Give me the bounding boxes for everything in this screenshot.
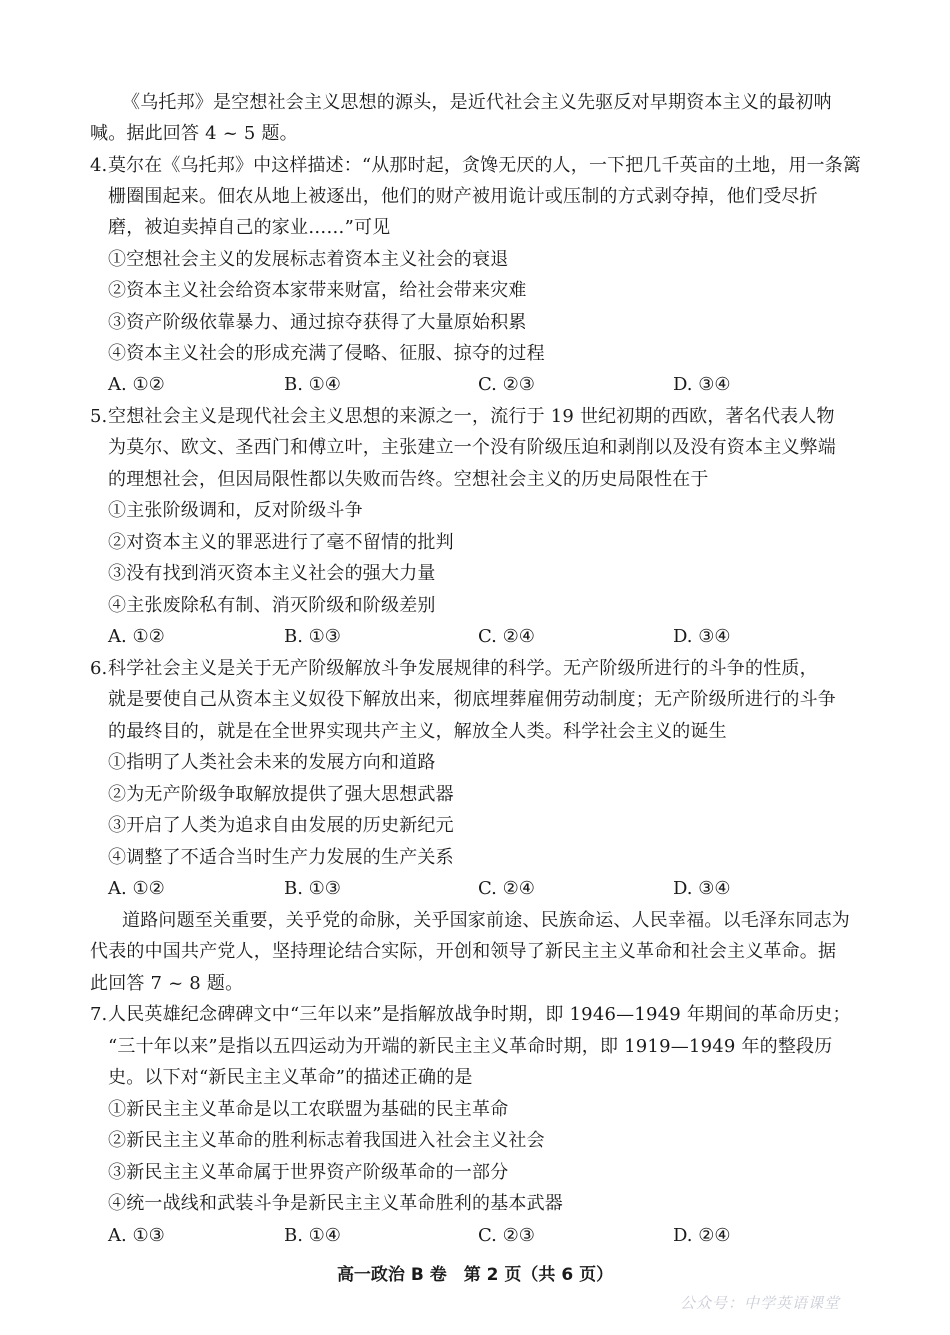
question-stem-line: 的最终目的，就是在全世界实现共产主义，解放全人类。科学社会主义的诞生 bbox=[108, 721, 727, 742]
statement-item: ②资本主义社会给资本家带来财富，给社会带来灾难 bbox=[108, 280, 527, 301]
statement-item: ③没有找到消灭资本主义社会的强大力量 bbox=[108, 563, 436, 584]
answer-option-b[interactable]: B. ①③ bbox=[284, 878, 341, 899]
question-number: 6. bbox=[90, 658, 108, 679]
answer-option-b[interactable]: B. ①③ bbox=[284, 626, 341, 647]
answer-option-d[interactable]: D. ③④ bbox=[673, 878, 731, 899]
answer-option-a[interactable]: A. ①② bbox=[108, 626, 165, 647]
answer-option-b[interactable]: B. ①④ bbox=[284, 374, 341, 395]
intro-line: 道路问题至关重要，关乎党的命脉，关乎国家前途、民族命运、人民幸福。以毛泽东同志为 bbox=[122, 910, 850, 931]
statement-item: ③资产阶级依靠暴力、通过掠夺获得了大量原始积累 bbox=[108, 312, 527, 333]
statement-item: ②对资本主义的罪恶进行了毫不留情的批判 bbox=[108, 532, 454, 553]
question-number: 4. bbox=[90, 155, 108, 176]
intro-line: 喊。据此回答 4 ~ 5 题。 bbox=[90, 123, 298, 144]
question-stem-line: 科学社会主义是关于无产阶级解放斗争发展规律的科学。无产阶级所进行的斗争的性质， bbox=[108, 658, 818, 679]
question-stem-line: 的理想社会，但因局限性都以失败而告终。空想社会主义的历史局限性在于 bbox=[108, 469, 709, 490]
question-number: 7. bbox=[90, 1004, 108, 1025]
statement-item: ③新民主主义革命属于世界资产阶级革命的一部分 bbox=[108, 1162, 509, 1183]
answer-option-c[interactable]: C. ②④ bbox=[478, 626, 535, 647]
question-stem-line: 就是要使自己从资本主义奴役下解放出来，彻底埋葬雇佣劳动制度；无产阶级所进行的斗争 bbox=[108, 689, 836, 710]
question-stem-line: 栅圈围起来。佃农从地上被逐出，他们的财产被用诡计或压制的方式剥夺掉，他们受尽折 bbox=[108, 186, 818, 207]
answer-option-c[interactable]: C. ②④ bbox=[478, 878, 535, 899]
page-footer: 高一政治 B 卷 第 2 页（共 6 页） bbox=[336, 1265, 614, 1285]
intro-line: 代表的中国共产党人，坚持理论结合实际，开创和领导了新民主主义革命和社会主义革命。据 bbox=[90, 941, 837, 962]
statement-item: ①指明了人类社会未来的发展方向和道路 bbox=[108, 752, 436, 773]
answer-option-a[interactable]: A. ①② bbox=[108, 878, 165, 899]
question-stem-line: 空想社会主义是现代社会主义思想的来源之一，流行于 19 世纪初期的西欧，著名代表人物 bbox=[108, 406, 835, 427]
statement-item: ④资本主义社会的形成充满了侵略、征服、掠夺的过程 bbox=[108, 343, 545, 364]
answer-option-a[interactable]: A. ①③ bbox=[108, 1225, 165, 1246]
answer-option-d[interactable]: D. ③④ bbox=[673, 626, 731, 647]
statement-item: ①空想社会主义的发展标志着资本主义社会的衰退 bbox=[108, 249, 509, 270]
statement-item: ④主张废除私有制、消灭阶级和阶级差别 bbox=[108, 595, 436, 616]
intro-line: 此回答 7 ~ 8 题。 bbox=[90, 973, 244, 994]
answer-option-d[interactable]: D. ③④ bbox=[673, 374, 731, 395]
question-stem-line: 人民英雄纪念碑碑文中“三年以来”是指解放战争时期，即 1946—1949 年期间的革命历史； bbox=[108, 1004, 851, 1025]
question-stem-line: 莫尔在《乌托邦》中这样描述：“从那时起，贪馋无厌的人，一下把几千英亩的土地，用一条篱 bbox=[108, 155, 862, 176]
answer-option-a[interactable]: A. ①② bbox=[108, 374, 165, 395]
intro-line: 《乌托邦》是空想社会主义思想的源头，是近代社会主义先驱反对早期资本主义的最初呐 bbox=[122, 92, 832, 113]
question-stem-line: “三十年以来”是指以五四运动为开端的新民主主义革命时期，即 1919—1949 年的整段历 bbox=[108, 1036, 833, 1057]
statement-item: ②为无产阶级争取解放提供了强大思想武器 bbox=[108, 784, 454, 805]
answer-option-d[interactable]: D. ②④ bbox=[673, 1225, 731, 1246]
statement-item: ①新民主主义革命是以工农联盟为基础的民主革命 bbox=[108, 1099, 509, 1120]
question-stem-line: 为莫尔、欧文、圣西门和傅立叶，主张建立一个没有阶级压迫和剥削以及没有资本主义弊端 bbox=[108, 437, 836, 458]
answer-option-b[interactable]: B. ①④ bbox=[284, 1225, 341, 1246]
watermark: 公众号：中学英语课堂 bbox=[680, 1294, 841, 1312]
answer-option-c[interactable]: C. ②③ bbox=[478, 374, 535, 395]
statement-item: ④统一战线和武装斗争是新民主主义革命胜利的基本武器 bbox=[108, 1193, 563, 1214]
statement-item: ④调整了不适合当时生产力发展的生产关系 bbox=[108, 847, 454, 868]
question-stem-line: 史。以下对“新民主主义革命”的描述正确的是 bbox=[108, 1067, 473, 1088]
statement-item: ①主张阶级调和，反对阶级斗争 bbox=[108, 500, 363, 521]
answer-option-c[interactable]: C. ②③ bbox=[478, 1225, 535, 1246]
question-number: 5. bbox=[90, 406, 108, 427]
statement-item: ③开启了人类为追求自由发展的历史新纪元 bbox=[108, 815, 454, 836]
statement-item: ②新民主主义革命的胜利标志着我国进入社会主义社会 bbox=[108, 1130, 545, 1151]
question-stem-line: 磨，被迫卖掉自己的家业……”可见 bbox=[108, 217, 391, 238]
